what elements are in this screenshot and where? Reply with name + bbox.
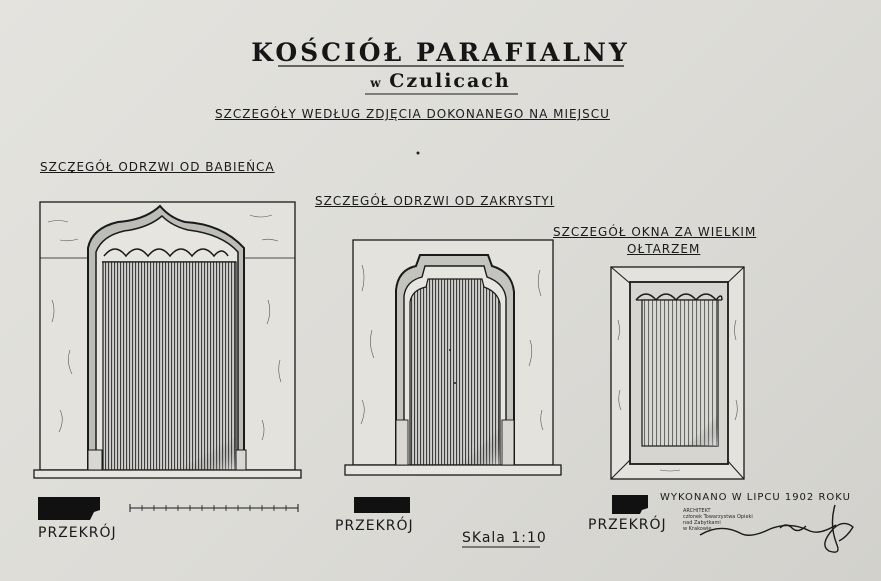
- door-detail-1: [34, 202, 301, 478]
- section-label-3: PRZEKRÓJ: [588, 517, 667, 533]
- drawing-subtitle: [0, 70, 881, 92]
- detail-3-label-line1: SZCZEGÓŁ OKNA ZA WIELKIM: [553, 225, 757, 239]
- door-detail-2: [345, 240, 561, 475]
- window-detail-3: [611, 267, 744, 479]
- subtitle-prefix: w: [370, 76, 381, 90]
- execution-date: WYKONANO W LIPCU 1902 ROKU: [660, 492, 851, 503]
- stamp-line-2: członek Towarzystwa Opieki: [683, 514, 753, 520]
- section-label-2: PRZEKRÓJ: [335, 518, 414, 534]
- detail-1-label: SZCZEGÓŁ ODRZWI OD BABIEŃCA: [40, 160, 275, 174]
- scale-label: SKala 1:10: [462, 530, 547, 546]
- stamp-line-1: ARCHITEKT: [683, 508, 711, 514]
- scale-bar-icon: [130, 504, 298, 512]
- stamp-line-4: w Krakowie: [683, 526, 712, 532]
- architect-stamp: [683, 508, 753, 532]
- stamp-line-3: nad Zabytkami: [683, 520, 721, 526]
- section-label-1: PRZEKRÓJ: [38, 525, 117, 541]
- drawing-title: KOŚCIÓŁ PARAFIALNY: [251, 38, 630, 67]
- detail-3-label-line2: OŁTARZEM: [627, 242, 701, 256]
- drawing-note: SZCZEGÓŁY WEDŁUG ZDJĘCIA DOKONANEGO NA MIEJSCU: [215, 107, 610, 121]
- subtitle-place: Czulicach: [389, 70, 511, 92]
- detail-2-label: SZCZEGÓŁ ODRZWI OD ZAKRYSTYI: [315, 194, 555, 208]
